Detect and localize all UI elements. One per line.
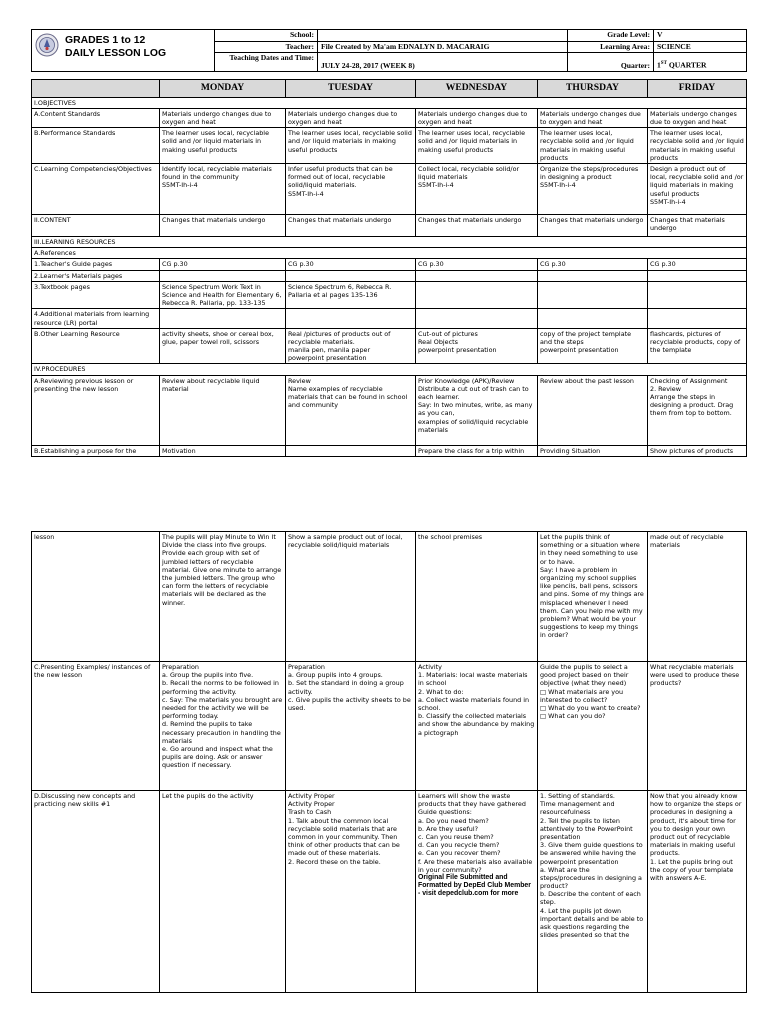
table-cell [160,309,286,328]
table-cell: Science Spectrum 6, Rebecca R. Pallaria et al pages 135-136 [286,281,416,309]
lesson-log-page-2 [31,531,746,993]
table-cell: Changes that materials undergo [648,215,747,237]
table-cell: Real /pictures of products out of recyclable materials. manila pen, manila paper powerpoint presentation [286,328,416,364]
quarter-label: Quarter: [568,53,654,72]
table-cell: Learners will show the waste products that they have gathered Guide questions: a. Do you need them? b. Are they useful? c. Can you reuse them? d. Can you recycle them? e. Can you recover them? f. Are these materials also available in your community? Original File Submitted and Formatted by DepEd Club Member - visit depedclub.com for more [416,791,538,993]
day-tuesday: TUESDAY [286,80,416,97]
learning-area-value: SCIENCE [654,41,747,53]
table-row [32,281,747,309]
teaching-dates-value: JULY 24-28, 2017 (WEEK 8) [318,53,568,72]
row-label: A.Content Standards [32,108,160,127]
table-cell: CG p.30 [160,259,286,270]
table-cell [538,281,648,309]
row-label: B.Performance Standards [32,128,160,164]
table-cell: The learner uses local, recyclable solid and /or liquid materials in making useful products [648,128,747,164]
table-row [32,309,747,328]
table-cell: Activity 1. Materials: local waste materials in school 2. What to do: a. Collect waste materials found in school. b. Classify the collected materials and show the abundance by making a pictograph [416,662,538,791]
row-label: 1.Teacher's Guide pages [32,259,160,270]
table-cell: activity sheets, shoe or cereal box, glue, paper towel roll, scissors [160,328,286,364]
lesson-table-2 [31,531,747,993]
table-cell: Activity Proper Activity Proper Trash to Cash 1. Talk about the common local recyclable solid materials that are common in your community. Then think of other products that can be made out of these materials. 2. Record these on the table. [286,791,416,993]
row-label: lesson [32,532,160,662]
table-cell [286,309,416,328]
table-row [32,364,747,375]
table-row [32,164,747,215]
table-row [32,532,747,662]
table-cell [538,309,648,328]
table-cell: Changes that materials undergo [160,215,286,237]
table-cell: Science Spectrum Work Text in Science and Health for Elementary 6, Rebecca R. Pallaria, pp. 133-135 [160,281,286,309]
table-cell: CG p.30 [648,259,747,270]
table-cell [416,309,538,328]
table-row [32,128,747,164]
day-thursday: THURSDAY [538,80,648,97]
table-cell: Review about the past lesson [538,375,648,445]
lesson-table-1 [31,79,747,456]
teacher-label: Teacher: [215,41,318,53]
table-cell [648,281,747,309]
day-monday: MONDAY [160,80,286,97]
table-cell [416,281,538,309]
table-row [32,108,747,127]
row-label: B.Other Learning Resource [32,328,160,364]
table-cell: The learner uses local, recyclable solid and /or liquid materials in making useful products [538,128,648,164]
table-cell: the school premises [416,532,538,662]
table-cell: CG p.30 [416,259,538,270]
table-cell [286,445,416,456]
row-label: I.OBJECTIVES [32,97,747,108]
row-label: C.Learning Competencies/Objectives [32,164,160,215]
table-cell: Materials undergo changes due to oxygen and heat [160,108,286,127]
table-cell: Changes that materials undergo [416,215,538,237]
table-cell: Changes that materials undergo [286,215,416,237]
table-cell: Review Name examples of recyclable materials that can be found in school and community [286,375,416,445]
table-cell: CG p.30 [286,259,416,270]
table-cell: Identify local, recyclable materials found in the community S5MT-Ih-i-4 [160,164,286,215]
row-label: II.CONTENT [32,215,160,237]
table-row [32,270,747,281]
header-table [31,29,747,72]
table-cell: Guide the pupils to select a good project based on their objective (what they need) □ What materials are you interested to collect? □ What do you want to create? □ What can you do? [538,662,648,791]
table-row [32,215,747,237]
row-label: 3.Textbook pages [32,281,160,309]
table-cell: Design a product out of local, recyclable solid and /or liquid materials in making useful products S5MT-Ih-i-4 [648,164,747,215]
row-label: C.Presenting Examples/ instances of the new lesson [32,662,160,791]
table-cell [160,270,286,281]
table-cell: Let the pupils do the activity [160,791,286,993]
table-cell: Cut-out of pictures Real Objects powerpoint presentation [416,328,538,364]
row-label: D.Discussing new concepts and practicing new skills #1 [32,791,160,993]
school-value [318,30,568,42]
school-label: School: [215,30,318,42]
table-row [32,237,747,248]
table-cell: The learner uses local, recyclable solid and /or liquid materials in making useful products [286,128,416,164]
teaching-dates-label: Teaching Dates and Time: [215,53,318,72]
day-wednesday: WEDNESDAY [416,80,538,97]
table-row [32,97,747,108]
table-cell: The pupils will play Minute to Win It Divide the class into five groups. Provide each group with set of jumbled letters of recyclable material. Give one minute to arrange the jumbled letters. The group who can form the letters of recyclable materials will be declared as the winner. [160,532,286,662]
table-cell [648,270,747,281]
table-cell: CG p.30 [538,259,648,270]
table-cell: Materials undergo changes due to oxygen and heat [416,108,538,127]
deped-seal-icon [35,33,59,57]
quarter-value: 1ST QUARTER [654,53,747,72]
title-line2: DAILY LESSON LOG [65,47,167,59]
title-line1: GRADES 1 to 12 [65,35,146,46]
grade-level-label: Grade Level: [568,30,654,42]
table-cell: copy of the project template and the steps powerpoint presentation [538,328,648,364]
table-row [32,662,747,791]
table-cell: Preparation a. Group the pupils into five. b. Recall the norms to be followed in performing the activity. c. Say: The materials you brought are needed for the activity we will be performing today. d. Remind the pupils to take necessary precaution in handling the materials e. Go around and inspect what the pupils are doing. Ask or answer question if necessary. [160,662,286,791]
table-cell [538,270,648,281]
table-cell: What recyclable materials were used to produce these products? [648,662,747,791]
table-cell: Show pictures of products [648,445,747,456]
days-header-row [32,80,747,97]
day-friday: FRIDAY [648,80,747,97]
table-cell [416,270,538,281]
learning-area-label: Learning Area: [568,41,654,53]
table-cell: The learner uses local, recyclable solid and /or liquid materials in making useful products [416,128,538,164]
table-cell: Preparation a. Group pupils into 4 groups. b. Set the standard in doing a group activity. c. Give pupils the activity sheets to be used. [286,662,416,791]
table-cell [648,309,747,328]
table-cell: Checking of Assignment 2. Review Arrange the steps in designing a product. Drag them from top to bottom. [648,375,747,445]
table-cell: Motivation [160,445,286,456]
table-cell: Let the pupils think of something or a situation where in they need something to use or to have. Say: I have a problem in organizing my school supplies like pencils, ball pens, scissors and pins. Some of my things are misplaced whenever I need them. Can you help me with my problem? What would be your suggestions to keep my things in order? [538,532,648,662]
row-label: B.Establishing a purpose for the [32,445,160,456]
page1-rows [32,97,747,456]
table-cell: made out of recyclable materials [648,532,747,662]
row-label: A.Reviewing previous lesson or presenting the new lesson [32,375,160,445]
table-cell: Infer useful products that can be formed out of local, recyclable solid/liquid materials. S5MT-Ih-i-4 [286,164,416,215]
table-cell: Materials undergo changes due to oxygen and heat [648,108,747,127]
row-label: III.LEARNING RESOURCES [32,237,747,248]
row-label: IV.PROCEDURES [32,364,747,375]
watermark-note: Original File Submitted and Formatted by DepEd Club Member - visit depedclub.com for more [418,873,531,898]
table-cell: Prepare the class for a trip within [416,445,538,456]
grade-level-value: V [654,30,747,42]
table-row [32,328,747,364]
table-cell: Changes that materials undergo [538,215,648,237]
table-row [32,248,747,259]
row-label: 4.Additional materials from learning resource (LR) portal [32,309,160,328]
table-row [32,791,747,993]
lesson-log-page-1 [31,29,746,457]
table-cell: Materials undergo changes due to oxygen and heat [538,108,648,127]
table-cell: flashcards, pictures of recyclable products, copy of the template [648,328,747,364]
title-cell [32,30,215,72]
table-row [32,375,747,445]
table-row [32,445,747,456]
teacher-value: File Created by Ma'am EDNALYN D. MACARAIG [318,41,568,53]
table-cell: Now that you already know how to organize the steps or procedures in designing a product, it's about time for you to design your own product out of recyclable materials in making useful products. 1. Let the pupils bring out the copy of your template with answers A-E. [648,791,747,993]
table-cell: Show a sample product out of local, recyclable solid/liquid materials [286,532,416,662]
table-row [32,259,747,270]
table-cell: Review about recyclable liquid material [160,375,286,445]
row-label: A.References [32,248,747,259]
table-cell: Prior Knowledge (APK)/Review Distribute a cut out of trash can to each learner. Say: In two minutes, write, as many as you can, examples of solid/liquid recyclable materials [416,375,538,445]
page2-rows [32,532,747,993]
table-cell [286,270,416,281]
table-cell: Organize the steps/procedures in designing a product S5MT-Ih-i-4 [538,164,648,215]
table-cell: Materials undergo changes due to oxygen and heat [286,108,416,127]
row-label: 2.Learner's Materials pages [32,270,160,281]
table-cell: The learner uses local, recyclable solid and /or liquid materials in making useful products [160,128,286,164]
table-cell: Providing Situation [538,445,648,456]
table-cell: 1. Setting of standards. Time management and resourcefulness 2. Tell the pupils to listen attentively to the PowerPoint presentation 3. Give them guide questions to be answered while having the powerpoint presentation a. What are the steps/procedures in designing a product? b. Describe the content of each step. 4. Let the pupils jot down important details and be able to ask questions regarding the slides presented so that the [538,791,648,993]
table-cell: Collect local, recyclable solid/or liquid materials S5MT-Ih-i-4 [416,164,538,215]
